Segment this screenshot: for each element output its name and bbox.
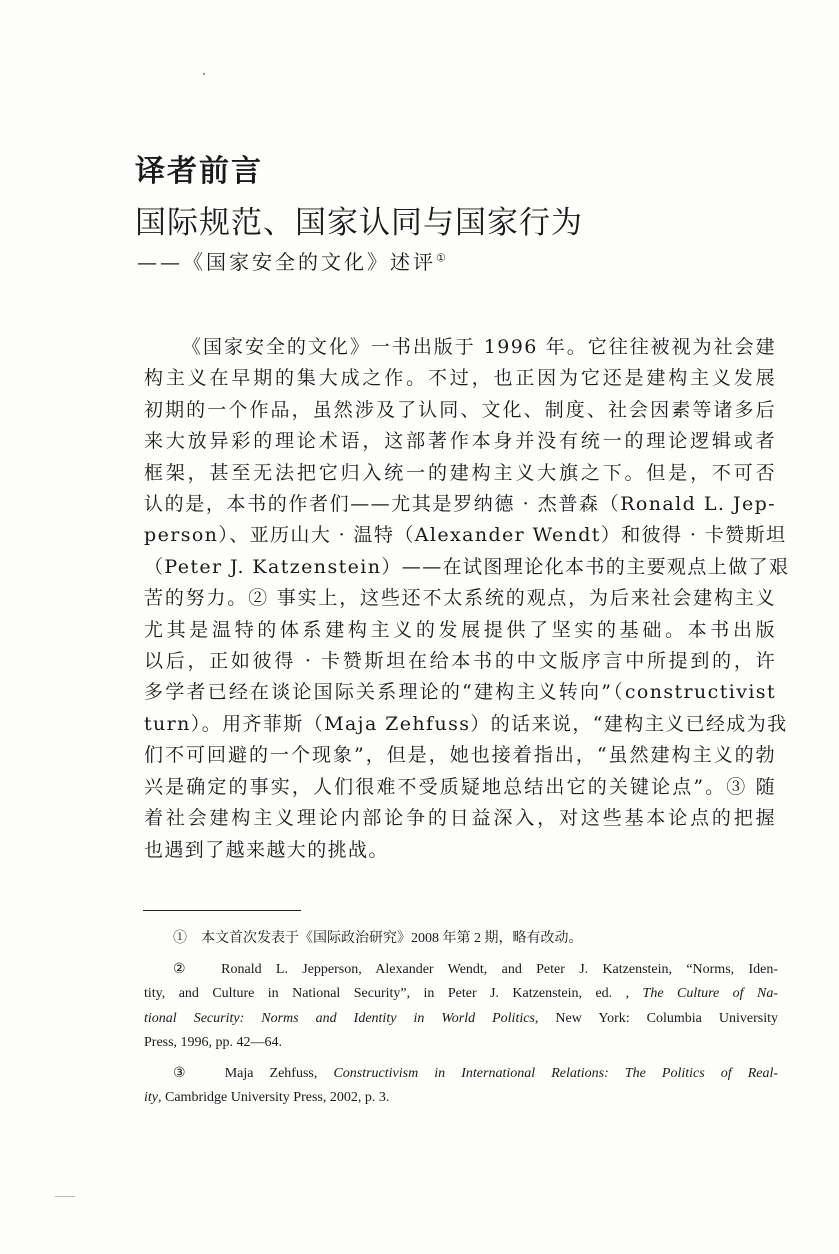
body-line: turn）。用齐菲斯（Maja Zehfuss）的话来说，“建构主义已经成为我 [144,712,788,735]
body-line: 框架，甚至无法把它归入统一的建构主义大旗之下。但是，不可否 [144,461,776,484]
body-line: 们不可回避的一个现象”，但是，她也接着指出，“虽然建构主义的勃 [144,744,776,767]
body-line: 构主义在早期的集大成之作。不过，也正因为它还是建构主义发展 [144,367,776,390]
footnote-2-text: tity, and Culture in National Security”, in Peter J. Katzenstein, ed. , [144,986,630,1001]
scan-edge-mark [55,1196,75,1197]
footnotes [144,927,778,1111]
body-line: 初期的一个作品，虽然涉及了认同、文化、制度、社会因素等诸多后 [144,398,776,421]
footnote-3-text: , Cambridge University Press, 2002, p. 3. [158,1090,390,1105]
scan-speck [203,73,205,75]
footnote-3-line [144,1086,778,1111]
section-label: 译者前言 [135,154,263,189]
body-line: 尤其是温特的体系建构主义的发展提供了坚实的基础。本书出版 [144,618,776,641]
body-line: 认的是，本书的作者们——尤其是罗纳德 · 杰普森（Ronald L. Jep- [144,493,776,516]
footnote-2-book-title: tional Security: Norms and Identity in World Politics [144,1010,535,1026]
body-line: 以后，正如彼得 · 卡赞斯坦在给本书的中文版序言中所提到的，许 [144,650,776,673]
footnote-2-line [144,1007,778,1032]
body-line: 来大放异彩的理论术语，这部著作本身并没有统一的理论逻辑或者 [144,430,776,453]
body-line: 也遇到了越来越大的挑战。 [144,838,389,861]
body-line: （Peter J. Katzenstein）——在试图理论化本书的主要观点上做了艰 [144,555,790,578]
article-subtitle [137,246,446,275]
body-line: person）、亚历山大 · 温特（Alexander Wendt）和彼得 · 卡赞斯坦 [144,524,787,547]
body-line: 着社会建构主义理论内部论争的日益深入，对这些基本论点的把握 [144,807,776,830]
article-title: 国际规范、国家认同与国家行为 [135,205,583,241]
body-line: 多学者已经在谈论国际关系理论的“建构主义转向”（constructivist [144,681,776,704]
footnote-2-line: ② Ronald L. Jepperson, Alexander Wendt, and Peter J. Katzenstein, “Norms, Iden- [173,961,778,977]
subtitle-footnote-mark: ① [436,251,446,265]
footnote-3-book-title: ity [144,1090,158,1105]
footnote-divider [143,910,301,911]
footnote-3-book-title: Constructivism in International Relations: The Politics of Real- [333,1065,779,1081]
footnote-2-line [144,982,778,1007]
body-line: 兴是确定的事实，人们很难不受质疑地总结出它的关键论点”。③ 随 [144,775,776,798]
body-line: 苦的努力。② 事实上，这些还不太系统的观点，为后来社会建构主义 [144,587,776,610]
body-line: 《国家安全的文化》一书出版于 1996 年。它往往被视为社会建 [182,336,776,358]
footnote-2-book-title: The Culture of Na- [642,986,778,1001]
footnote-2-text: , New York: Columbia University [534,1010,779,1026]
footnote-3-text: ③ Maja Zehfuss, [173,1065,318,1081]
subtitle-text: ——《国家安全的文化》述评 [137,250,436,274]
footnote-1: ① 本文首次发表于《国际政治研究》2008 年第 2 期，略有改动。 [173,931,583,946]
body-paragraph [144,332,790,866]
footnote-2-line: Press, 1996, pp. 42—64. [144,1035,283,1050]
footnote-3-line [144,1062,778,1087]
